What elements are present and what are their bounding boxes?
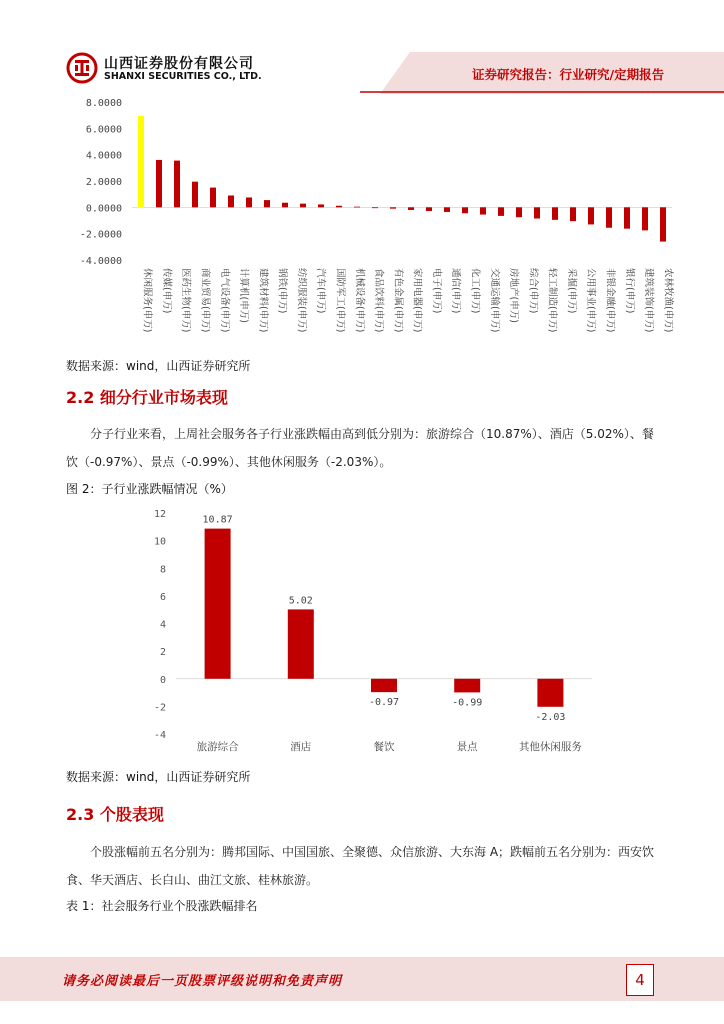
category-label: 电气设备(申万) — [218, 268, 230, 333]
bar — [660, 207, 666, 241]
y-tick-label: 2.0000 — [85, 177, 122, 188]
section-2-3-paragraph — [66, 838, 662, 894]
bar — [624, 207, 630, 228]
bar — [390, 207, 396, 208]
data-label: 10.87 — [202, 514, 233, 526]
category-label: 农林牧渔(申万) — [662, 268, 674, 333]
footer-disclaimer: 请务必阅读最后一页股票评级说明和免责声明 — [62, 974, 343, 989]
bar — [537, 679, 563, 707]
category-label: 医药生物(申万) — [180, 268, 192, 333]
category-label: 商业贸易(申万) — [199, 268, 211, 333]
y-tick-label: 0.0000 — [85, 203, 122, 215]
bar — [588, 207, 594, 224]
bar — [570, 207, 576, 221]
y-tick-label: 4 — [159, 619, 166, 631]
y-tick-label: 10 — [153, 536, 166, 548]
category-label: 电子(申万) — [430, 268, 442, 314]
bar — [138, 116, 144, 208]
header — [0, 0, 724, 96]
data-label: -0.99 — [452, 697, 483, 709]
category-label: 综合(申万) — [527, 268, 539, 314]
category-label: 纺织服装(申万) — [295, 268, 307, 333]
bar — [192, 182, 198, 208]
page-number: 4 — [635, 971, 645, 989]
paragraph-text: 个股涨幅前五名分别为：腾邦国际、中国国旅、全聚德、众信旅游、大东海 A；跌幅前五名分别为：西安饮食、华天酒店、长白山、曲江文旅、桂林旅游。 — [66, 845, 655, 887]
bar — [354, 207, 360, 208]
category-label: 银行(申万) — [623, 268, 635, 314]
category-label: 有色金属(申万) — [392, 268, 404, 333]
bar — [264, 200, 270, 207]
category-label: 轻工制造(申万) — [546, 268, 558, 333]
report-type: 证券研究报告：行业研究/定期报告 — [472, 67, 665, 82]
company-name-cn: 山西证券股份有限公司 — [104, 56, 254, 72]
bar — [174, 161, 180, 208]
y-tick-label: 8.0000 — [85, 98, 122, 109]
bar — [552, 207, 558, 220]
bar — [318, 204, 324, 207]
figure-2-caption: 图 2：子行业涨跌幅情况（%） — [66, 482, 233, 496]
category-label: 国防军工(申万) — [334, 268, 346, 333]
y-tick-label: -2.0000 — [79, 229, 122, 241]
section-title-2-3: 2.3 个股表现 — [66, 805, 164, 824]
bar — [288, 609, 314, 678]
bar — [282, 203, 288, 208]
bar — [408, 207, 414, 210]
company-logo-icon — [66, 52, 98, 84]
footer-bar — [0, 957, 724, 1001]
bar — [498, 207, 504, 216]
y-tick-label: 0 — [159, 674, 166, 686]
page-number-box — [626, 964, 654, 996]
data-label: 5.02 — [288, 595, 313, 607]
category-label: 非银金融(申万) — [604, 268, 616, 333]
bar — [246, 197, 252, 207]
bar — [426, 207, 432, 211]
category-label: 公用事业(申万) — [585, 268, 597, 333]
category-label: 交通运输(申万) — [488, 268, 500, 333]
bar — [156, 160, 162, 207]
category-label: 采掘(申万) — [565, 268, 577, 314]
category-label: 建筑材料(申万) — [257, 268, 269, 333]
bar — [300, 204, 306, 208]
sub-industry-returns-chart — [140, 500, 600, 762]
y-tick-label: 12 — [153, 509, 166, 520]
category-label: 钢铁(申万) — [276, 268, 288, 314]
y-tick-label: -4.0000 — [79, 256, 122, 267]
bar — [480, 207, 486, 214]
company-name-en: SHANXI SECURITIES CO., LTD. — [104, 71, 262, 82]
data-label: -0.97 — [368, 697, 400, 709]
industry-returns-chart — [60, 90, 690, 350]
y-tick-label: -4 — [153, 730, 166, 741]
category-label: 食品饮料(申万) — [373, 268, 385, 333]
bar — [444, 207, 450, 212]
y-tick-label: 8 — [159, 564, 166, 576]
category-label: 汽车(申万) — [315, 268, 327, 314]
category-label: 酒店 — [290, 741, 312, 753]
category-label: 房地产(申万) — [508, 268, 520, 323]
category-label: 旅游综合 — [196, 741, 239, 753]
section-2-2-paragraph — [66, 420, 662, 476]
bar — [642, 207, 648, 230]
y-tick-label: 2 — [159, 647, 166, 659]
table-1-caption: 表 1：社会服务行业个股涨跌幅排名 — [66, 899, 258, 913]
category-label: 家用电器(申万) — [411, 268, 423, 333]
y-tick-label: 6 — [159, 591, 166, 603]
category-label: 传媒(申万) — [160, 268, 172, 314]
bar — [336, 206, 342, 208]
paragraph-text: 分子行业来看，上周社会服务各子行业涨跌幅由高到低分别为：旅游综合（10.87%）、酒店（5.02%）、餐饮（-0.97%）、景点（-0.99%）、其他休闲服务（-2.03%）。 — [66, 427, 654, 469]
bar — [372, 207, 378, 208]
chart1-source: 数据来源：wind，山西证券研究所 — [66, 359, 251, 373]
y-tick-label: -2 — [153, 702, 166, 714]
bar — [228, 195, 234, 207]
category-label: 其他休闲服务 — [518, 741, 582, 753]
category-label: 计算机(申万) — [238, 268, 250, 323]
bar — [462, 207, 468, 213]
chart2-source: 数据来源：wind，山西证券研究所 — [66, 770, 251, 784]
y-tick-label: 4.0000 — [85, 150, 122, 162]
category-label: 景点 — [456, 741, 478, 753]
category-label: 建筑装饰(申万) — [643, 268, 655, 333]
bar — [205, 529, 231, 679]
data-label: -2.03 — [535, 711, 566, 723]
section-title-2-2: 2.2 细分行业市场表现 — [66, 388, 228, 407]
category-label: 通信(申万) — [450, 268, 462, 314]
bar — [516, 207, 522, 217]
category-label: 休闲服务(申万) — [141, 268, 153, 333]
category-label: 化工(申万) — [469, 268, 481, 314]
category-label: 餐饮 — [373, 741, 395, 753]
bar — [454, 679, 480, 693]
bar — [371, 679, 397, 692]
bar — [534, 207, 540, 218]
bar — [210, 188, 216, 208]
category-label: 机械设备(申万) — [353, 268, 365, 333]
bar — [606, 207, 612, 227]
y-tick-label: 6.0000 — [85, 124, 122, 136]
